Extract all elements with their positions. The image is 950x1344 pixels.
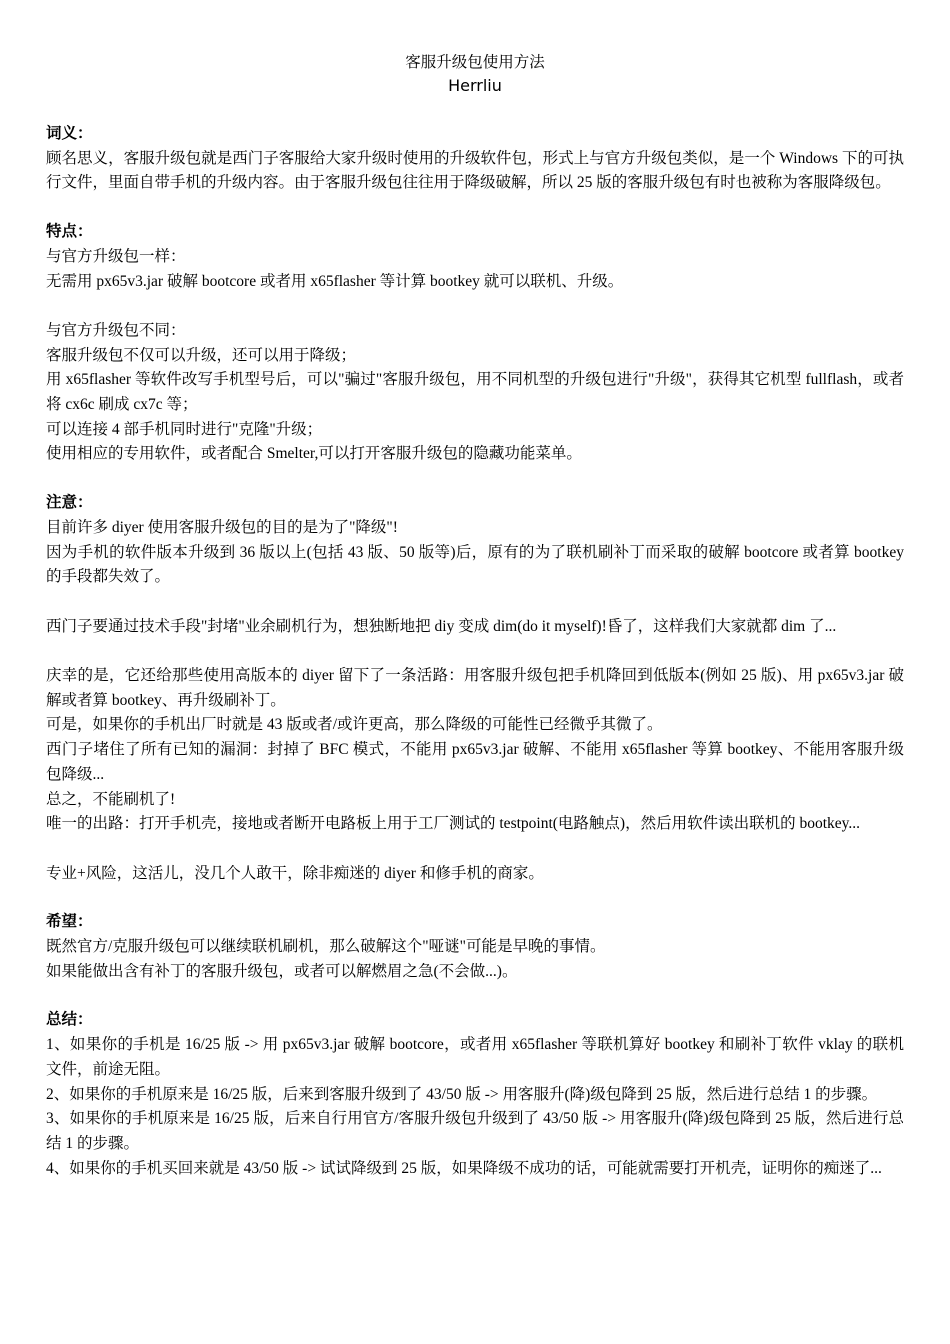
- paragraph: 西门子要通过技术手段"封堵"业余刷机行为，想独断地把 diy 变成 dim(do it myself)!昏了，这样我们大家就都 dim 了...: [46, 617, 837, 635]
- paragraph: 既然官方/克服升级包可以继续联机刷机，那么破解这个"哑谜"可能是早晚的事情。: [46, 938, 606, 956]
- paragraph: 唯一的出路：打开手机壳，接地或者断开电路板上用于工厂测试的 testpoint(电路触点)，然后用软件读出联机的 bootkey...: [46, 815, 861, 833]
- paragraph: 使用相应的专用软件，或者配合 Smelter,可以打开客服升级包的隐藏功能菜单。: [46, 445, 582, 463]
- paragraph-gap: [46, 837, 904, 862]
- paragraph: 专业+风险，这活儿，没几个人敢干，除非痴迷的 diyer 和修手机的商家。: [46, 864, 544, 882]
- paragraph: 西门子堵住了所有已知的漏洞：封掉了 BFC 模式，不能用 px65v3.jar 破解、不能用 x65flasher 等算 bootkey、不能用客服升级包降级...: [46, 741, 904, 783]
- paragraph: 总之，不能刷机了!: [46, 790, 176, 808]
- section-heading: 词义：: [46, 125, 93, 142]
- section-heading: 注意：: [46, 494, 93, 512]
- paragraph: 与官方升级包一样：: [46, 247, 186, 265]
- paragraph: 客服升级包不仅可以升级，还可以用于降级；: [46, 346, 357, 364]
- paragraph: 4、如果你的手机买回来就是 43/50 版 -> 试试降级到 25 版，如果降级不成功的话，可能就需要打开机壳，证明你的痴迷了...: [46, 1159, 882, 1177]
- paragraph: 无需用 px65v3.jar 破解 bootcore 或者用 x65flasher 等计算 bootkey 就可以联机、升级。: [46, 272, 624, 290]
- document-body: [46, 122, 904, 1181]
- section-heading: 总结：: [46, 1011, 93, 1029]
- paragraph-gap: [46, 590, 904, 615]
- paragraph: 3、如果你的手机原来是 16/25 版，后来自行用官方/客服升级包升级到了 43/50 版 -> 用客服升(降)级包降到 25 版，然后进行总结 1 的步骤。: [46, 1110, 904, 1152]
- document-page: [46, 50, 904, 1181]
- paragraph: 目前许多 diyer 使用客服升级包的目的是为了"降级"!: [46, 518, 398, 536]
- paragraph: 2、如果你的手机原来是 16/25 版，后来到客服升级到了 43/50 版 -> 用客服升(降)级包降到 25 版，然后进行总结 1 的步骤。: [46, 1085, 878, 1103]
- paragraph: 顾名思义，客服升级包就是西门子客服给大家升级时使用的升级软件包，形式上与官方升级包类似，是一个 Windows 下的可执行文件，里面自带手机的升级内容。由于客服升级包往往用于降级破解，所以 25 版的客服升级包有时也被称为客服降级包。: [46, 149, 904, 192]
- document-author: Herrliu: [448, 76, 502, 95]
- section: [46, 220, 904, 467]
- paragraph: 如果能做出含有补丁的客服升级包，或者可以解燃眉之急(不会做...)。: [46, 962, 518, 980]
- paragraph: 庆幸的是，它还给那些使用高版本的 diyer 留下了一条活路：用客服升级包把手机降回到低版本(例如 25 版)、用 px65v3.jar 破解或者算 bootkey、再升级刷补丁。: [46, 667, 904, 709]
- paragraph-gap: [46, 639, 904, 664]
- section-heading: 希望：: [46, 913, 93, 931]
- section: [46, 1008, 904, 1181]
- document-title: 客服升级包使用方法: [405, 53, 545, 71]
- paragraph-gap: [46, 294, 904, 319]
- paragraph: 因为手机的软件版本升级到 36 版以上(包括 43 版、50 版等)后，原有的为了联机刷补丁而采取的破解 bootcore 或者算 bootkey 的手段都失效了。: [46, 543, 904, 586]
- paragraph: 1、如果你的手机是 16/25 版 -> 用 px65v3.jar 破解 bootcore，或者用 x65flasher 等联机算好 bootkey 和刷补丁软件 vklay 的联机文件，前途无阻。: [46, 1036, 904, 1078]
- section: [46, 491, 904, 886]
- paragraph: 与官方升级包不同：: [46, 321, 186, 339]
- section-heading: 特点：: [46, 223, 93, 241]
- section: [46, 122, 904, 196]
- paragraph: 用 x65flasher 等软件改写手机型号后，可以"骗过"客服升级包，用不同机型的升级包进行"升级"，获得其它机型 fullflash，或者将 cx6c 刷成 cx7c 等；: [46, 371, 904, 414]
- section: [46, 910, 904, 984]
- paragraph: 可是，如果你的手机出厂时就是 43 版或者/或许更高，那么降级的可能性已经微乎其微了。: [46, 716, 663, 734]
- paragraph: 可以连接 4 部手机同时进行"克隆"升级；: [46, 420, 323, 438]
